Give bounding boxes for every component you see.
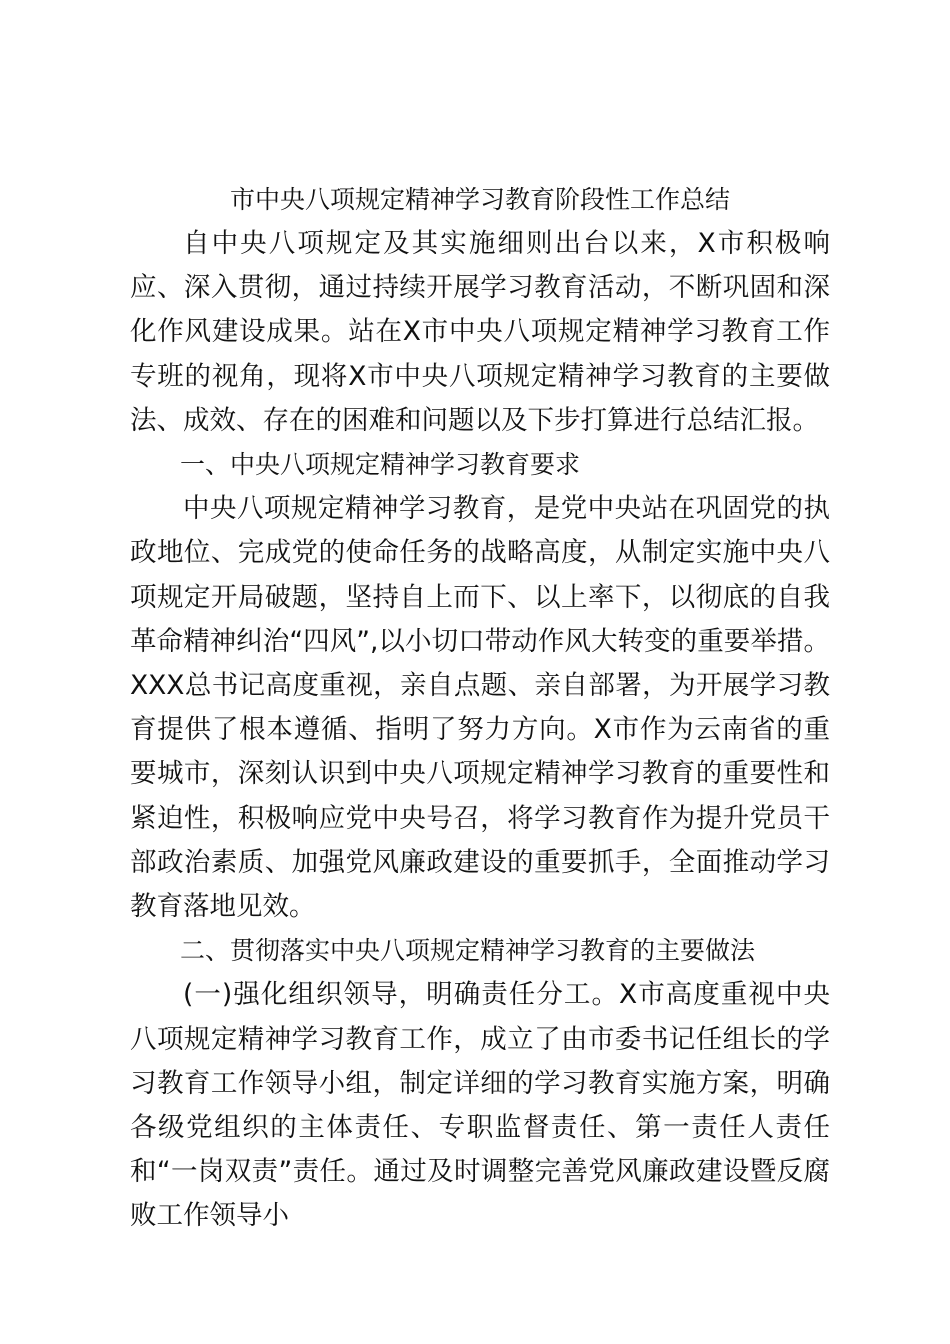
section-heading-2: 二、贯彻落实中央八项规定精神学习教育的主要做法 [180, 936, 756, 966]
document-title: 市中央八项规定精神学习教育阶段性工作总结 [229, 185, 730, 214]
section-1-paragraph: 中央八项规定精神学习教育，是党中央站在巩固党的执政地位、完成党的使命任务的战略高度，从制定实施中央八项规定开局破题，坚持自上而下、以上率下，以彻底的自我革命精神纠治“四风”,以小切口带动作风大转变的重要举措。XXX总书记高度重视，亲自点题、亲自部署，为开展学习教育提供了根本遵循、指明了努力方向。X市作为云南省的重要城市，深刻认识到中央八项规定精神学习教育的重要性和紧迫性，积极响应党中央号召，将学习教育作为提升党员干部政治素质、加强党风廉政建设的重要抓手，全面推动学习教育落地见效。 [130, 493, 830, 923]
section-heading-1: 一、中央八项规定精神学习教育要求 [180, 450, 581, 480]
section-2-paragraph: (一)强化组织领导，明确责任分工。X市高度重视中央八项规定精神学习教育工作，成立了由市委书记任组长的学习教育工作领导小组，制定详细的学习教育实施方案，明确各级党组织的主体责任、专职监督责任、第一责任人责任和“一岗双责”责任。通过及时调整完善党风廉政建设暨反腐败工作领导小 [130, 979, 830, 1232]
document-body [130, 222, 830, 1239]
intro-paragraph: 自中央八项规定及其实施细则出台以来，X市积极响应、深入贯彻，通过持续开展学习教育活动，不断巩固和深化作风建设成果。站在X市中央八项规定精神学习教育工作专班的视角，现将X市中央八项规定精神学习教育的主要做法、成效、存在的困难和问题以及下步打算进行总结汇报。 [130, 228, 830, 436]
